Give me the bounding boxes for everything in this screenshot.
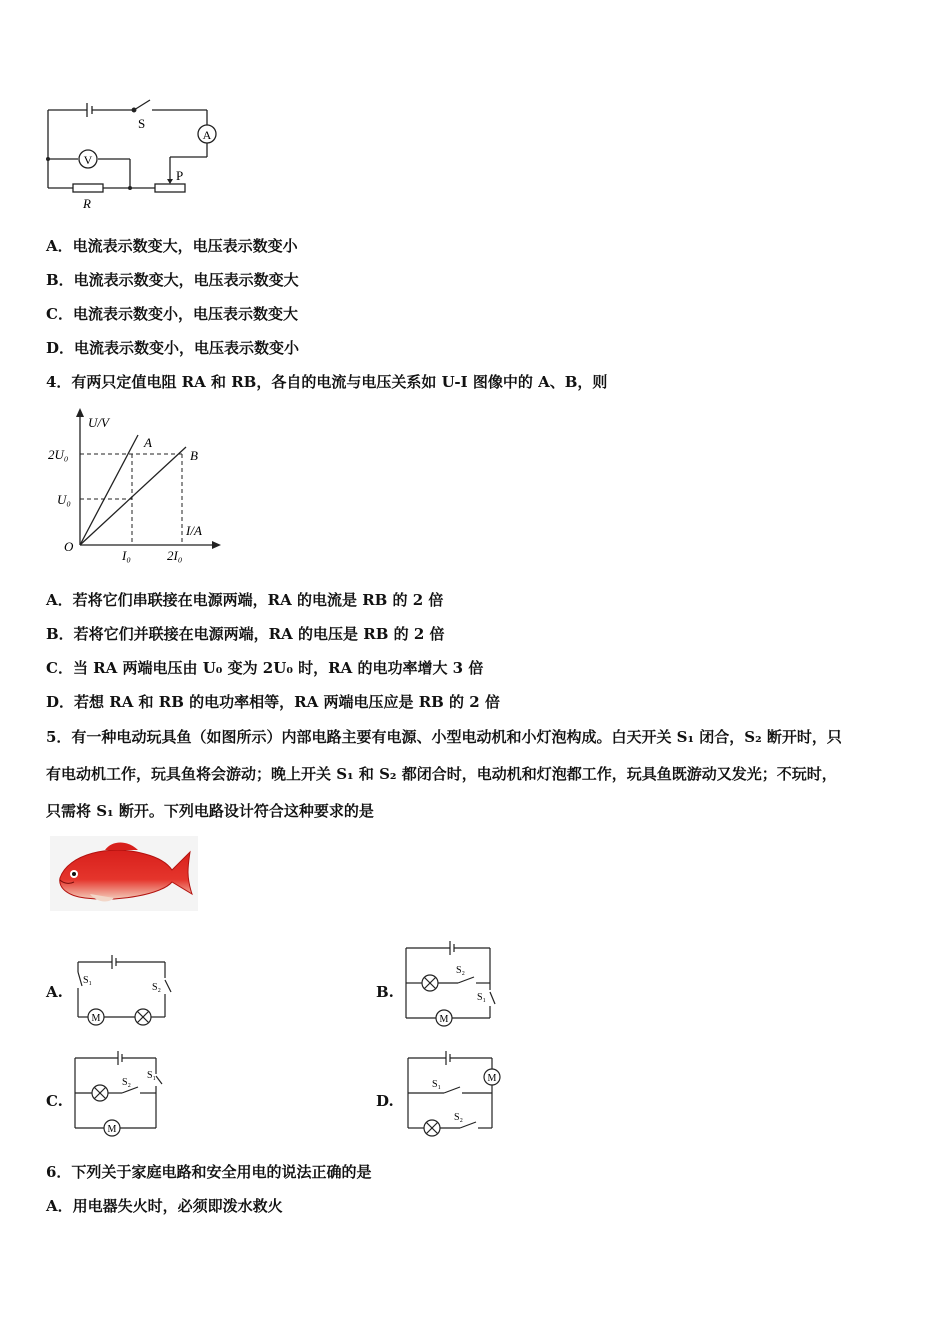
resistor-label: R [83,196,91,211]
y-tick-u0: U₀ [57,492,71,507]
switch-label: S [138,116,146,131]
svg-text:S₁: S₁ [83,975,93,986]
slider-label: P [176,168,184,183]
q5-circuit-c [70,1048,170,1138]
q4-option-c: C．当 RA 两端电压由 U₀ 变为 2U₀ 时，RA 的电功率增大 3 倍 [46,659,484,677]
x-tick-2i0: 2I₀ [167,548,183,563]
q5-option-d-label: D. [376,1092,394,1110]
svg-text:S₂: S₂ [454,1112,464,1123]
svg-text:V: V [83,153,93,167]
line-b [80,447,186,545]
switch-s-blade [134,100,150,110]
x-tick-i0: I₀ [122,548,131,563]
resistor-r [73,184,103,192]
rheostat [155,184,185,192]
svg-text:S₁: S₁ [147,1070,157,1081]
q6-option-a: A．用电器失火时，必须即泼水救火 [46,1197,283,1215]
svg-text:S₂: S₂ [456,965,466,976]
q3-option-b: B．电流表示数变大，电压表示数变大 [46,271,299,289]
q5-stem-line-1: 5．有一种电动玩具鱼（如图所示）内部电路主要有电源、小型电动机和小灯泡构成。白天开关 S₁ 闭合，S₂ 断开时，只 [46,728,842,746]
ammeter [198,125,216,143]
svg-text:S₁: S₁ [432,1079,442,1090]
svg-text:S₂: S₂ [152,982,162,993]
q3-option-c: C．电流表示数变小，电压表示数变大 [46,305,298,323]
svg-text:M: M [487,1073,497,1084]
q5-circuit-a [70,950,180,1030]
q5-stem-line-3: 只需将 S₁ 断开。下列电路设计符合这种要求的是 [46,802,374,820]
origin-label: O [64,539,74,554]
svg-text:M: M [91,1013,101,1024]
q5-option-a-label: A. [46,983,63,1001]
q4-ui-graph [40,405,230,565]
q5-option-b-label: B. [376,983,394,1001]
x-axis-label: I/A [186,523,202,538]
svg-text:A: A [202,128,212,142]
svg-text:M: M [107,1124,117,1135]
svg-text:S₂: S₂ [122,1077,132,1088]
q4-option-a: A．若将它们串联接在电源两端，RA 的电流是 RB 的 2 倍 [46,591,444,609]
q4-stem: 4．有两只定值电阻 RA 和 RB，各自的电流与电压关系如 U-I 图像中的 A、B，则 [46,373,608,391]
q3-option-a: A．电流表示数变大，电压表示数变小 [46,237,298,255]
q5-stem-line-2: 有电动机工作，玩具鱼将会游动；晚上开关 S₁ 和 S₂ 都闭合时，电动机和灯泡都工作，玩具鱼既游动又发光；不玩时， [46,765,837,783]
toy-fish-image [50,836,198,911]
q5-circuit-b [402,940,502,1030]
q6-stem: 6．下列关于家庭电路和安全用电的说法正确的是 [46,1163,372,1181]
line-b-label: B [190,448,198,463]
svg-text:S₁: S₁ [477,992,487,1003]
q3-option-d: D．电流表示数变小，电压表示数变小 [46,339,300,357]
q4-option-d: D．若想 RA 和 RB 的电功率相等，RA 两端电压应是 RB 的 2 倍 [46,693,500,711]
q4-option-b: B．若将它们并联接在电源两端，RA 的电压是 RB 的 2 倍 [46,625,445,643]
svg-text:M: M [439,1014,449,1025]
q5-circuit-d [402,1048,512,1138]
q5-option-c-label: C. [46,1092,63,1110]
voltmeter [79,150,97,168]
y-tick-2u0: 2U₀ [48,447,69,462]
q3-circuit-diagram [40,95,230,215]
line-a [80,435,138,545]
line-a-label: A [144,435,152,450]
y-axis-label: U/V [88,415,109,430]
